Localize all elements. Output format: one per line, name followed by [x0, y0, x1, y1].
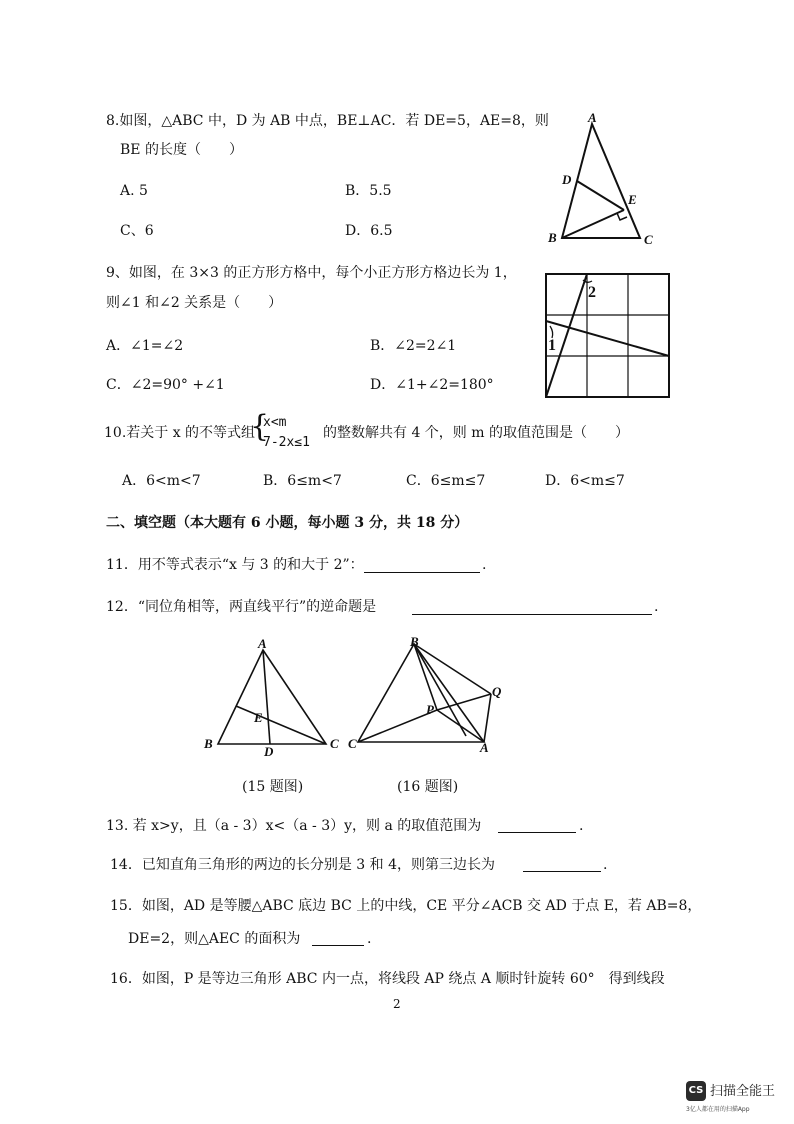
fig15-label-a: A [258, 636, 267, 651]
q8-label-a: A [588, 110, 597, 125]
q9-stem-line2: 则∠1 和∠2 关系是（ ） [106, 295, 283, 311]
q8-stem: 8.如图，△ABC 中，D 为 AB 中点，BE⊥AC．若 DE=5，AE=8，则 [106, 113, 549, 129]
fig15-label-e: E [254, 710, 263, 725]
q10-system-brace: { [250, 409, 270, 444]
fig15-figure [196, 636, 346, 760]
q13-end: . [579, 818, 584, 834]
q13-text: 13. 若 x>y，且（a - 3）x<（a - 3）y，则 a 的取值范围为 [106, 818, 482, 834]
q9-angle1-label: 1 [548, 337, 556, 354]
fig16-label-p: P [426, 702, 434, 717]
q10-option-d: D．6<m≤7 [545, 473, 625, 489]
q9-option-c: C．∠2=90° +∠1 [106, 377, 225, 393]
q10-stem-pre: 10.若关于 x 的不等式组 [104, 425, 256, 441]
q8-label-b: B [548, 230, 557, 245]
q12-end: . [654, 599, 659, 615]
q11-answer-blank [364, 572, 480, 573]
q10-option-c: C．6≤m≤7 [406, 473, 486, 489]
fig15-triangle [218, 650, 326, 744]
fig16-label-c: C [348, 736, 357, 751]
scanner-logo: CS [686, 1081, 706, 1101]
q8-label-d: D [562, 172, 572, 187]
q15-text: 15．如图，AD 是等腰△ABC 底边 BC 上的中线，CE 平分∠ACB 交 AD 于点 E，若 AB=8， [110, 898, 702, 914]
fig16-segment-pq [437, 694, 491, 710]
fig15-label-c: C [330, 736, 339, 751]
q15-answer-blank [312, 945, 364, 946]
q10-option-b: B．6≤m<7 [263, 473, 342, 489]
q9-option-b: B．∠2=2∠1 [370, 338, 457, 354]
q12-answer-blank [412, 614, 652, 615]
scanner-name: 扫描全能王 [710, 1084, 776, 1099]
q14-end: . [603, 857, 608, 873]
fig15-median-ad [263, 650, 270, 744]
q8-right-angle-mark [617, 213, 627, 220]
q11-text: 11．用不等式表示“x 与 3 的和大于 2”： [106, 557, 364, 573]
q8-figure [540, 110, 670, 250]
q14-answer-blank [523, 871, 601, 872]
q8-label-e: E [628, 192, 637, 207]
fig16-label-q: Q [492, 684, 502, 699]
fig16-triangle [358, 644, 484, 742]
q9-grid-border [546, 274, 669, 397]
q15-end: . [367, 931, 372, 947]
q15-text-line2: DE=2，则△AEC 的面积为 [128, 931, 301, 947]
q8-option-a: A. 5 [120, 183, 148, 199]
q13-answer-blank [498, 832, 576, 833]
q9-option-a: A．∠1=∠2 [106, 338, 184, 354]
q8-label-c: C [644, 232, 653, 247]
fig15-caption: (15 题图) [242, 779, 304, 795]
section2-heading: 二、填空题（本大题有 6 小题，每小题 3 分，共 18 分） [106, 515, 469, 531]
q9-option-d: D．∠1+∠2=180° [370, 377, 494, 393]
q8-option-d: D．6.5 [345, 223, 393, 239]
q14-text: 14．已知直角三角形的两边的长分别是 3 和 4，则第三边长为 [110, 857, 495, 873]
fig16-segment-bq [414, 644, 491, 694]
q10-stem-post: 的整数解共有 4 个，则 m 的取值范围是（ ） [323, 425, 629, 441]
q10-option-a: A．6<m<7 [122, 473, 201, 489]
q12-text: 12．“同位角相等，两直线平行”的逆命题是 [106, 599, 377, 615]
q8-stem-line2: BE 的长度（ ） [120, 142, 243, 158]
fig16-label-a: A [480, 740, 489, 755]
q9-stem: 9、如图，在 3×3 的正方形方格中，每个小正方形方格边长为 1， [106, 265, 517, 281]
q9-grid-figure [540, 268, 675, 403]
fig16-caption: (16 题图) [397, 779, 459, 795]
fig16-label-b: B [410, 636, 419, 649]
q8-segment-be [562, 210, 624, 238]
q16-text: 16．如图，P 是等边三角形 ABC 内一点，将线段 AP 绕点 A 顺时针旋转 60° 得到线段 [110, 971, 665, 987]
fig15-label-b: B [204, 736, 213, 751]
fig16-segment-aq [484, 694, 491, 742]
page-number: 2 [393, 997, 401, 1011]
fig16-figure [346, 636, 506, 756]
scanner-subtitle: 3亿人都在用的扫描App [686, 1106, 750, 1113]
q11-end: . [482, 557, 487, 573]
q9-angle2-label: 2 [588, 284, 596, 301]
q8-option-c: C、6 [120, 223, 154, 239]
q10-inequality-2: 7-2x≤1 [263, 435, 310, 450]
fig15-label-d: D [264, 744, 274, 759]
q10-inequality-1: x<m [263, 415, 287, 430]
q8-option-b: B．5.5 [345, 183, 392, 199]
